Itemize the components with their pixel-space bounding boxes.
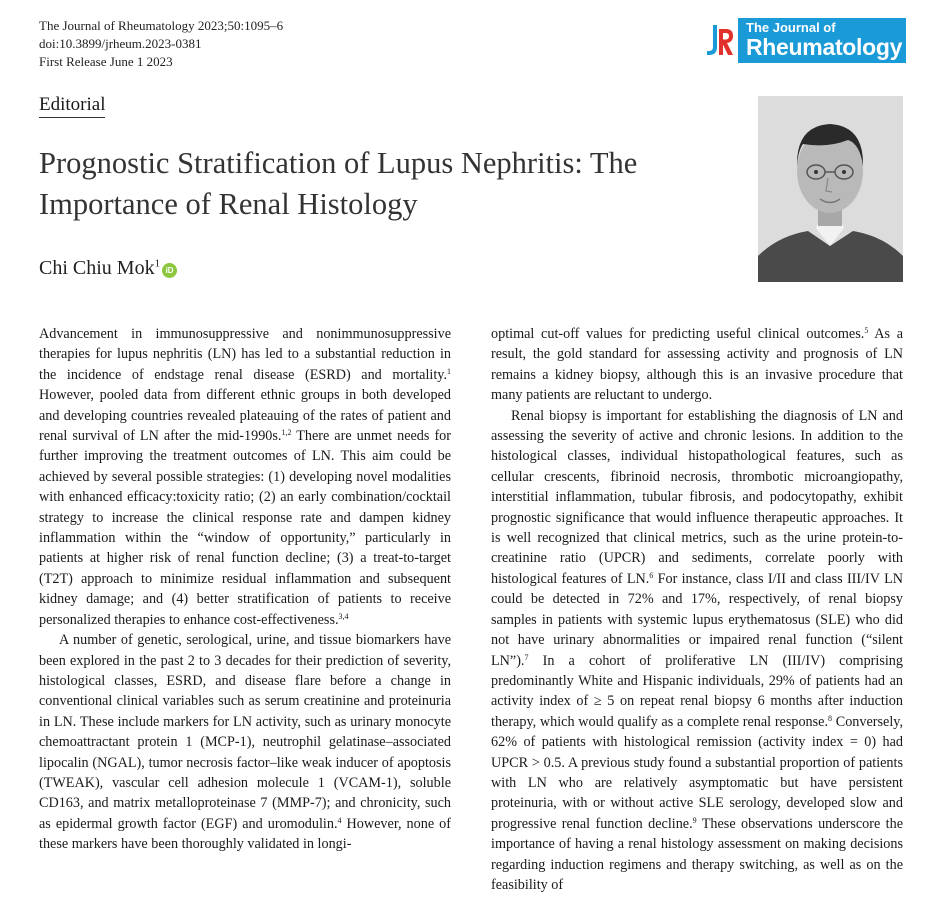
author-name: Chi Chiu Mok: [39, 257, 155, 279]
affiliation-mark[interactable]: 1: [154, 257, 161, 270]
citation-ref[interactable]: 8: [828, 713, 833, 723]
citation-ref[interactable]: 9: [692, 815, 697, 825]
author-photo: [758, 96, 903, 282]
body-column-right: [491, 324, 903, 895]
citation-ref[interactable]: 1: [447, 366, 451, 376]
orcid-icon[interactable]: iD: [162, 263, 177, 278]
paragraph: Renal biopsy is important for establishing the diagnosis of LN and assessing the severity of active and chronic lesions. In addition to the histological classes, individual histopathological features, such as cellular crescents, fibrinoid necrosis, thrombotic microangiopathy, interstitial inflammation, tubular fibrosis, and podocytopathy, exhibit prognostic significance that would influence therapeutic approaches. It is well recognized that clinical metrics, such as the urine protein-to-creatinine ratio (UPCR) and sediments, correlate poorly with histological features of LN.$^6$ For instance, class I/II and class III/IV LN could be detected in 72% and 17%, respectively, of renal biopsy samples in patients with systemic lupus erythematosus (SLE) who did not have urinary abnormalities or impaired renal function (“silent LN”).$^7$ In a cohort of proliferative LN (III/IV) comprising predominantly White and Hispanic individuals, 29% of patients had an activity index of ≥ 5 on repeat renal biopsy 6 months after induction therapy, which would qualify as a complete renal response.$^8$ Conversely, 62% of patients with histological remission (activity index = 0) had UPCR > 0.5. A previous study found a substantial proportion of patients with LN who are relatively asymptomatic but have persistent proteinuria, with or without active SLE serology, developed slow and progressive renal function decline.$^9$ These observations underscore the importance of having a renal histology assessment on making decisions regarding induction regimens and therapy switching, as well as on the feasibility of: [491, 407, 903, 893]
citation-ref[interactable]: 7: [524, 652, 529, 662]
journal-citation: The Journal of Rheumatology 2023;50:1095–6: [39, 18, 284, 33]
citation-ref[interactable]: 1,2: [281, 428, 292, 438]
release-date: First Release June 1 2023: [39, 54, 173, 69]
article-title: Prognostic Stratification of Lupus Nephritis: The Importance of Renal Histology: [39, 146, 638, 221]
paragraph: optimal cut-off values for predicting useful clinical outcomes.$^5$ As a result, the gold standard for assessing activity and prognosis of LN remains a kidney biopsy, although this is an invasive procedure that many patients are reluctant to undergo.: [491, 326, 904, 404]
journal-logo[interactable]: [704, 18, 906, 63]
logo-wordmark: [738, 18, 906, 63]
citation-ref[interactable]: 4: [337, 815, 342, 825]
paragraph: A number of genetic, serological, urine, and tissue biomarkers have been explored in the past 2 to 3 decades for their prediction of severity, histological classes, ESRD, and disease flare before a change in conventional clinical variables such as serum creatinine and proteinuria in LN. These include markers for LN activity, such as urinary monocyte chemoattractant protein 1 (MCP-1), neutrophil gelatinase–associated lipocalin (NGAL), tumor necrosis factor–like weak inducer of apoptosis (TWEAK), vascular cell adhesion molecule 1 (VCAM-1), soluble CD163, and matrix metalloproteinase 7 (MMP-7); and chronicity, such as epidermal growth factor (EGF) and uromodulin.$^4$ However, none of these markers have been thoroughly validated in longi-: [39, 632, 451, 853]
logo-line-1: The Journal of: [746, 20, 836, 35]
author-line: [39, 257, 177, 280]
doi[interactable]: doi:10.3899/jrheum.2023-0381: [39, 36, 202, 51]
body-column-left: [39, 324, 451, 855]
citation-ref[interactable]: 6: [649, 570, 654, 580]
paragraph: Advancement in immunosuppressive and nonimmunosuppressive therapies for lupus nephritis (LN) has led to a substantial reduction in the incidence of endstage renal disease (ESRD) and mortality.$^1$ However, pooled data from different ethnic groups in both developed and developing countries revealed plateauing of the rates of patient and renal survival of LN after the mid-1990s.$^{1,2}$ There are unmet needs for further improving the treatment outcomes of LN. This aim could be achieved by several possible strategies: (1) developing novel modalities with enhanced efficacy:toxicity ratio; (2) an early combination/cocktail strategy to increase the clinical response rate and dampen kidney inflammation within the “window of opportunity,” particularly in patients at higher risk of renal function decline; (3) a treat-to-target (T2T) approach to minimize residual inflammation and subsequent kidney damage; and (4) better stratification of patients to receive personalized therapies to enhance cost-effectiveness.$^{3,4}$: [39, 326, 451, 628]
citation-ref[interactable]: 5: [864, 326, 869, 335]
logo-line-2: Rheumatology: [746, 34, 903, 60]
citation-ref[interactable]: 3,4: [338, 611, 349, 621]
jr-logo-icon: [704, 21, 734, 61]
citation-block: [39, 17, 283, 71]
article-type: Editorial: [39, 94, 105, 118]
